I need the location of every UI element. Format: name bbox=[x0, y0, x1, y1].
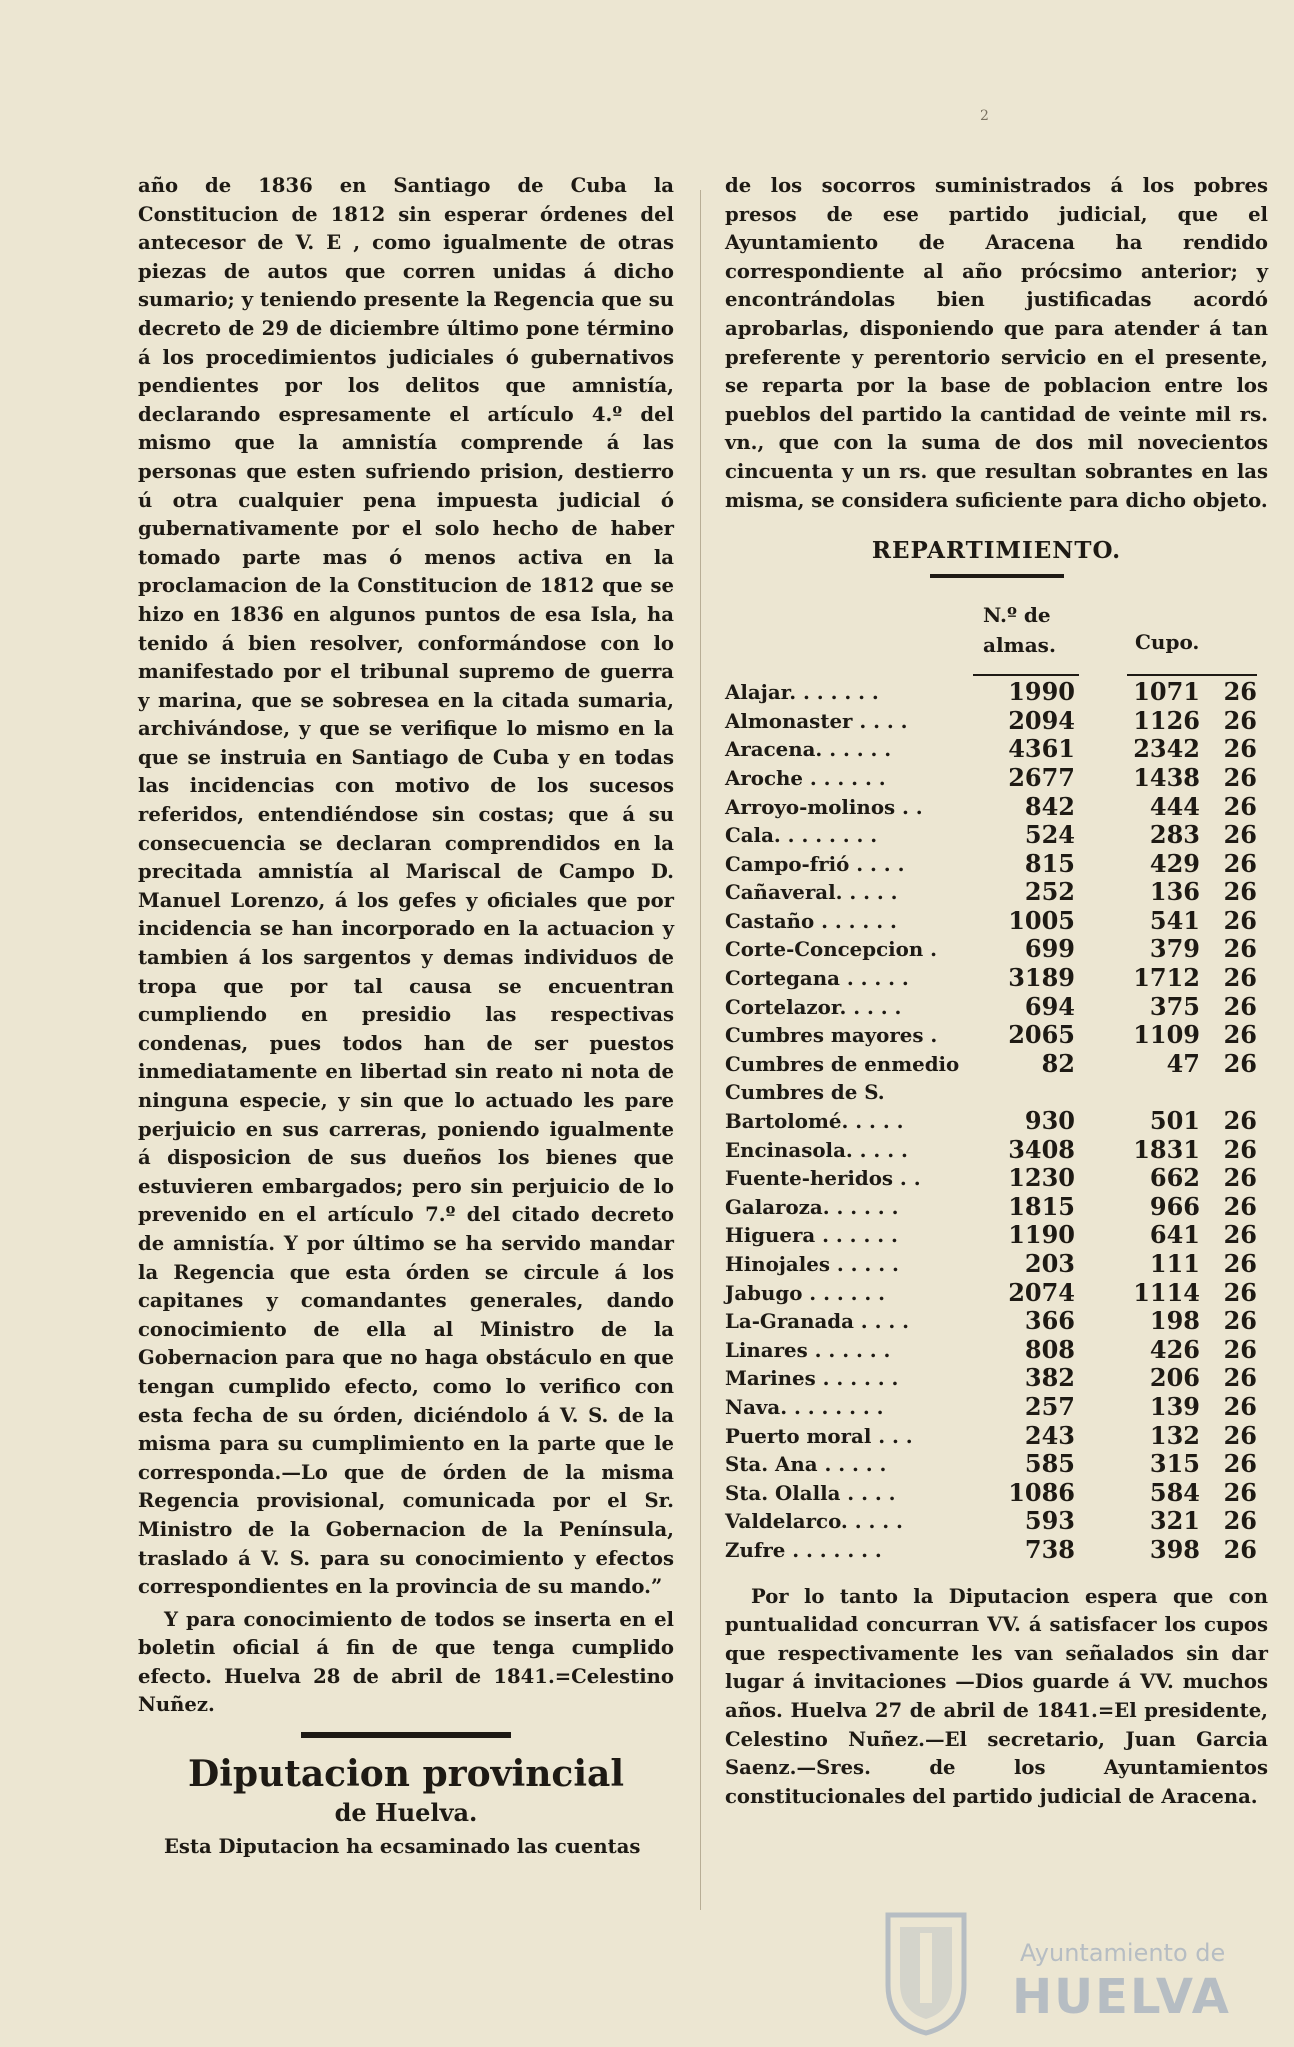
cupo-value: 1114 bbox=[1133, 1277, 1200, 1307]
town-name: Corte-Concepcion . bbox=[725, 937, 937, 962]
coat-of-arms-icon bbox=[880, 1905, 972, 2037]
almas-value: 842 bbox=[1024, 791, 1075, 821]
town-name: Cumbres de enmedio bbox=[725, 1051, 960, 1076]
left-paragraph: Y para conocimiento de todos se inserta en el boletin oficial á fin de que tenga cumplido efecto. Huelva 28 de abril de 1841.=Celestino Nuñez. bbox=[138, 1607, 674, 1717]
table-row bbox=[725, 678, 1268, 707]
table-row bbox=[725, 1450, 1268, 1479]
cupo-value: 321 bbox=[1149, 1506, 1200, 1536]
table-row bbox=[725, 764, 1268, 793]
almas-value: 524 bbox=[1024, 820, 1075, 850]
table-row bbox=[725, 793, 1268, 822]
cupo-fraction: 26 bbox=[1223, 705, 1257, 735]
town-name: Fuente-heridos . . bbox=[725, 1166, 921, 1191]
cupo-fraction: 26 bbox=[1223, 1163, 1257, 1193]
almas-value: 3408 bbox=[1008, 1134, 1075, 1164]
cupo-value: 315 bbox=[1149, 1449, 1200, 1479]
cupo-value: 47 bbox=[1166, 1048, 1200, 1078]
cupo-fraction: 26 bbox=[1223, 1334, 1257, 1364]
section-title: Diputacion provincial bbox=[187, 1753, 625, 1796]
repartimiento-table bbox=[725, 678, 1268, 1564]
table-row bbox=[725, 1507, 1268, 1536]
table-row bbox=[725, 1422, 1268, 1451]
column-header-almas: N.º de almas. bbox=[983, 603, 1056, 658]
section-divider bbox=[301, 1732, 511, 1738]
cupo-fraction: 26 bbox=[1223, 1391, 1257, 1421]
table-row bbox=[725, 1393, 1268, 1422]
cupo-fraction: 26 bbox=[1223, 963, 1257, 993]
header-rule bbox=[973, 674, 1079, 676]
watermark-line2: HUELVA bbox=[1012, 1969, 1231, 2025]
table-row bbox=[725, 1050, 1268, 1079]
town-name: Cortelazor. . . . . bbox=[725, 994, 902, 1019]
almas-value: 2074 bbox=[1008, 1277, 1075, 1307]
almas-value: 585 bbox=[1024, 1449, 1075, 1479]
table-row bbox=[725, 1193, 1268, 1222]
table-row bbox=[725, 1536, 1268, 1565]
watermark bbox=[880, 1905, 1280, 2045]
cupo-value: 398 bbox=[1149, 1534, 1200, 1564]
page-mark: 2 bbox=[980, 108, 989, 124]
cupo-fraction: 26 bbox=[1223, 1477, 1257, 1507]
almas-value: 257 bbox=[1024, 1391, 1075, 1421]
table-row bbox=[725, 1221, 1268, 1250]
town-name: Cañaveral. . . . . bbox=[725, 880, 898, 905]
closing-paragraph: Por lo tanto la Diputacion espera que con puntualidad concurran VV. á satisfacer los cupos que respectivamente les van señalados sin dar lugar á invitaciones —Dios guarde á VV. muchos años. Huelva 27 de abril de 1841.=El presidente, Celestino Nuñez.—El secretario, Juan Garcia Saenz.—Sres. de los Ayuntamientos constitucionales del partido judicial de Aracena. bbox=[725, 1584, 1268, 1808]
town-name: Campo-frió . . . . bbox=[725, 851, 905, 876]
town-name: Jabugo . . . . . . bbox=[725, 1280, 886, 1305]
header-rule bbox=[1127, 674, 1257, 676]
cupo-fraction: 26 bbox=[1223, 677, 1257, 707]
almas-value: 593 bbox=[1024, 1506, 1075, 1536]
table-row bbox=[725, 935, 1268, 964]
cupo-value: 641 bbox=[1149, 1220, 1200, 1250]
cupo-fraction: 26 bbox=[1223, 1249, 1257, 1278]
almas-value: 1815 bbox=[1008, 1191, 1075, 1221]
cupo-fraction: 26 bbox=[1223, 1191, 1257, 1221]
cupo-value: 1126 bbox=[1133, 705, 1200, 735]
cupo-fraction: 26 bbox=[1223, 1220, 1257, 1250]
town-name: Higuera . . . . . . bbox=[725, 1223, 898, 1248]
cupo-value: 375 bbox=[1149, 991, 1200, 1021]
town-name: Aracena. . . . . . bbox=[725, 737, 892, 762]
almas-value: 82 bbox=[1041, 1048, 1075, 1078]
cupo-value: 444 bbox=[1149, 791, 1200, 821]
cupo-fraction: 26 bbox=[1223, 1106, 1257, 1136]
almas-value: 1230 bbox=[1008, 1163, 1075, 1193]
table-row bbox=[725, 1136, 1268, 1165]
heading-rule bbox=[930, 574, 1064, 578]
cupo-fraction: 26 bbox=[1223, 991, 1257, 1021]
town-name: La-Granada . . . . bbox=[725, 1309, 910, 1334]
cupo-fraction: 26 bbox=[1223, 734, 1257, 764]
table-row bbox=[725, 735, 1268, 764]
cupo-value: 206 bbox=[1149, 1363, 1200, 1393]
cupo-value: 1712 bbox=[1133, 963, 1200, 993]
table-row bbox=[725, 1336, 1268, 1365]
almas-value: 2677 bbox=[1008, 762, 1075, 792]
table-row bbox=[725, 878, 1268, 907]
cupo-fraction: 26 bbox=[1223, 934, 1257, 964]
town-name: Marines . . . . . . bbox=[725, 1366, 899, 1391]
town-name: Sta. Olalla . . . . bbox=[725, 1480, 896, 1505]
cupo-value: 966 bbox=[1149, 1191, 1200, 1221]
town-name: Cumbres mayores . bbox=[725, 1023, 938, 1048]
table-row bbox=[725, 1479, 1268, 1508]
town-name: Hinojales . . . . . bbox=[725, 1252, 899, 1276]
right-column bbox=[725, 172, 1268, 1811]
cupo-fraction: 26 bbox=[1223, 1020, 1257, 1050]
town-name: Nava. . . . . . . . bbox=[725, 1394, 884, 1419]
cupo-value: 139 bbox=[1149, 1391, 1200, 1421]
cupo-fraction: 26 bbox=[1223, 877, 1257, 907]
column-header-cupo: Cupo. bbox=[1135, 630, 1200, 655]
cupo-value: 132 bbox=[1149, 1420, 1200, 1450]
almas-value: 815 bbox=[1024, 848, 1075, 878]
cupo-value: 283 bbox=[1149, 820, 1200, 850]
cupo-value: 541 bbox=[1149, 905, 1200, 935]
table-header bbox=[725, 594, 1268, 678]
almas-value: 2094 bbox=[1008, 705, 1075, 735]
column-divider bbox=[700, 190, 701, 1910]
cupo-value: 198 bbox=[1149, 1306, 1200, 1336]
table-row bbox=[725, 1279, 1268, 1308]
cupo-fraction: 26 bbox=[1223, 1449, 1257, 1479]
almas-value: 808 bbox=[1024, 1334, 1075, 1364]
cupo-fraction: 26 bbox=[1223, 820, 1257, 850]
almas-value: 3189 bbox=[1008, 963, 1075, 993]
table-row bbox=[725, 1364, 1268, 1393]
almas-value: 4361 bbox=[1008, 734, 1075, 764]
town-name: Encinasola. . . . . bbox=[725, 1137, 908, 1162]
table-row bbox=[725, 964, 1268, 993]
cupo-fraction: 26 bbox=[1223, 1363, 1257, 1393]
table-row bbox=[725, 1021, 1268, 1050]
town-name: Cumbres de S. Bartolomé. . . . . bbox=[725, 1080, 904, 1134]
almas-value: 1990 bbox=[1008, 677, 1075, 707]
almas-value: 2065 bbox=[1008, 1020, 1075, 1050]
almas-value: 203 bbox=[1024, 1249, 1075, 1278]
left-column bbox=[138, 172, 674, 1862]
town-name: Alajar. . . . . . . bbox=[725, 680, 879, 705]
almas-value: 1190 bbox=[1008, 1220, 1075, 1250]
table-row bbox=[725, 707, 1268, 736]
almas-value: 930 bbox=[1024, 1106, 1075, 1136]
cupo-value: 662 bbox=[1149, 1163, 1200, 1193]
table-row bbox=[725, 1250, 1268, 1279]
cupo-value: 1438 bbox=[1133, 762, 1200, 792]
town-name: Cala. . . . . . . . bbox=[725, 823, 878, 848]
cupo-value: 111 bbox=[1149, 1249, 1200, 1278]
almas-value: 694 bbox=[1024, 991, 1075, 1021]
table-row bbox=[725, 850, 1268, 879]
cupo-value: 429 bbox=[1149, 848, 1200, 878]
town-name: Zufre . . . . . . . bbox=[725, 1537, 882, 1562]
town-name: Galaroza. . . . . . bbox=[725, 1194, 899, 1219]
table-row bbox=[725, 1307, 1268, 1336]
cupo-value: 1109 bbox=[1133, 1020, 1200, 1050]
almas-value: 252 bbox=[1024, 877, 1075, 907]
cupo-fraction: 26 bbox=[1223, 848, 1257, 878]
cupo-value: 501 bbox=[1149, 1106, 1200, 1136]
table-row bbox=[725, 1078, 1268, 1135]
watermark-line1: Ayuntamiento de bbox=[1020, 1939, 1226, 1967]
left-paragraph: año de 1836 en Santiago de Cuba la Constitucion de 1812 sin esperar órdenes del antecesor de V. E , como igualmente de otras piezas de autos que corren unidas á dicho sumario; y teniendo presente la Regencia que su decreto de 29 de diciembre último pone término á los procedimientos judiciales ó gubernativos pendientes por los delitos que amnistía, declarando espresamente el artículo 4.º del mismo que la amnistía comprende á las personas que esten sufriendo prision, destierro ú otra cualquier pena impuesta judicial ó gubernativamente por el solo hecho de haber tomado parte mas ó menos activa en la proclamacion de la Constitucion de 1812 que se hizo en 1836 en algunos puntos de esa Isla, ha tenido á bien resolver, conformándose con lo manifestado por el tribunal supremo de guerra y marina, que se sobresea en la citada sumaria, archivándose, y que se verifique lo mismo en la que se instruia en Santiago de Cuba y en todas las incidencias con motivo de los sucesos referidos, entendiéndose sin costas; que á su consecuencia se declaran comprendidos en la precitada amnistía al Mariscal de Campo D. Manuel Lorenzo, á los gefes y oficiales que por incidencia se han incorporado en la actuacion y tambien á los sargentos y demas individuos de tropa que por tal causa se encuentran cumpliendo en presidio las respectivas condenas, pues todos han de ser puestos inmediatamente en libertad sin reato ni nota de ninguna especie, y sin que lo actuado les pare perjuicio en sus carreras, poniendo igualmente á disposicion de sus dueños los bienes que estuvieren embargados; pero sin perjuicio de lo prevenido en el artículo 7.º del citado decreto de amnistía. Y por último se ha servido mandar la Regencia que esta órden se circule á los capitanes y comandantes generales, dando conocimiento de ella al Ministro de la Gobernacion para que no haga obstáculo en que tengan cumplido efecto, como lo verifico con esta fecha de su órden, diciéndolo á V. S. de la misma para su cumplimiento en la parte que le corresponda.—Lo que de órden de la misma Regencia provisional, comunicada por el Sr. Ministro de la Gobernacion de la Península, traslado á V. S. para su conocimiento y efectos correspondientes en la provincia de su mando.” bbox=[138, 174, 674, 1599]
section-intro: Esta Diputacion ha ecsaminado las cuentas bbox=[164, 1835, 641, 1859]
almas-value: 738 bbox=[1024, 1534, 1075, 1564]
town-name: Puerto moral . . . bbox=[725, 1423, 913, 1448]
town-name: Sta. Ana . . . . . bbox=[725, 1452, 887, 1477]
town-name: Almonaster . . . . bbox=[725, 708, 908, 733]
almas-value: 382 bbox=[1024, 1363, 1075, 1393]
cupo-fraction: 26 bbox=[1223, 791, 1257, 821]
town-name: Valdelarco. . . . . bbox=[725, 1509, 903, 1534]
almas-value: 1086 bbox=[1008, 1477, 1075, 1507]
cupo-value: 584 bbox=[1149, 1477, 1200, 1507]
section-subtitle: de Huelva. bbox=[334, 1798, 478, 1828]
cupo-fraction: 26 bbox=[1223, 1506, 1257, 1536]
cupo-value: 426 bbox=[1149, 1334, 1200, 1364]
town-name: Aroche . . . . . . bbox=[725, 765, 886, 790]
cupo-value: 136 bbox=[1149, 877, 1200, 907]
table-heading: REPARTIMIENTO. bbox=[871, 537, 1122, 565]
table-row bbox=[725, 907, 1268, 936]
cupo-fraction: 26 bbox=[1223, 905, 1257, 935]
town-name: Arroyo-molinos . . bbox=[725, 794, 923, 819]
cupo-fraction: 26 bbox=[1223, 1134, 1257, 1164]
cupo-fraction: 26 bbox=[1223, 1420, 1257, 1450]
cupo-value: 2342 bbox=[1133, 734, 1200, 764]
town-name: Cortegana . . . . . bbox=[725, 966, 909, 991]
almas-value: 243 bbox=[1024, 1420, 1075, 1450]
table-row bbox=[725, 821, 1268, 850]
cupo-fraction: 26 bbox=[1223, 762, 1257, 792]
cupo-fraction: 26 bbox=[1223, 1306, 1257, 1336]
almas-value: 699 bbox=[1024, 934, 1075, 964]
cupo-value: 1831 bbox=[1133, 1134, 1200, 1164]
right-intro: de los socorros suministrados á los pobres presos de ese partido judicial, que el Ayuntamiento de Aracena ha rendido correspondiente al año prócsimo anterior; y encontrándolas bien justificadas acordó aprobarlas, disponiendo que para atender á tan preferente y perentorio servicio en el presente, se reparta por la base de poblacion entre los pueblos del partido la cantidad de veinte mil rs. vn., que con la suma de dos mil novecientos cincuenta y un rs. que resultan sobrantes en las misma, se considera suficiente para dicho objeto. bbox=[725, 174, 1268, 512]
cupo-fraction: 26 bbox=[1223, 1534, 1257, 1564]
table-row bbox=[725, 993, 1268, 1022]
town-name: Castaño . . . . . . bbox=[725, 908, 897, 933]
cupo-value: 1071 bbox=[1133, 677, 1200, 707]
table-row bbox=[725, 1164, 1268, 1193]
cupo-fraction: 26 bbox=[1223, 1277, 1257, 1307]
almas-value: 1005 bbox=[1008, 905, 1075, 935]
cupo-fraction: 26 bbox=[1223, 1048, 1257, 1078]
almas-value: 366 bbox=[1024, 1306, 1075, 1336]
town-name: Linares . . . . . . bbox=[725, 1337, 891, 1362]
cupo-value: 379 bbox=[1149, 934, 1200, 964]
